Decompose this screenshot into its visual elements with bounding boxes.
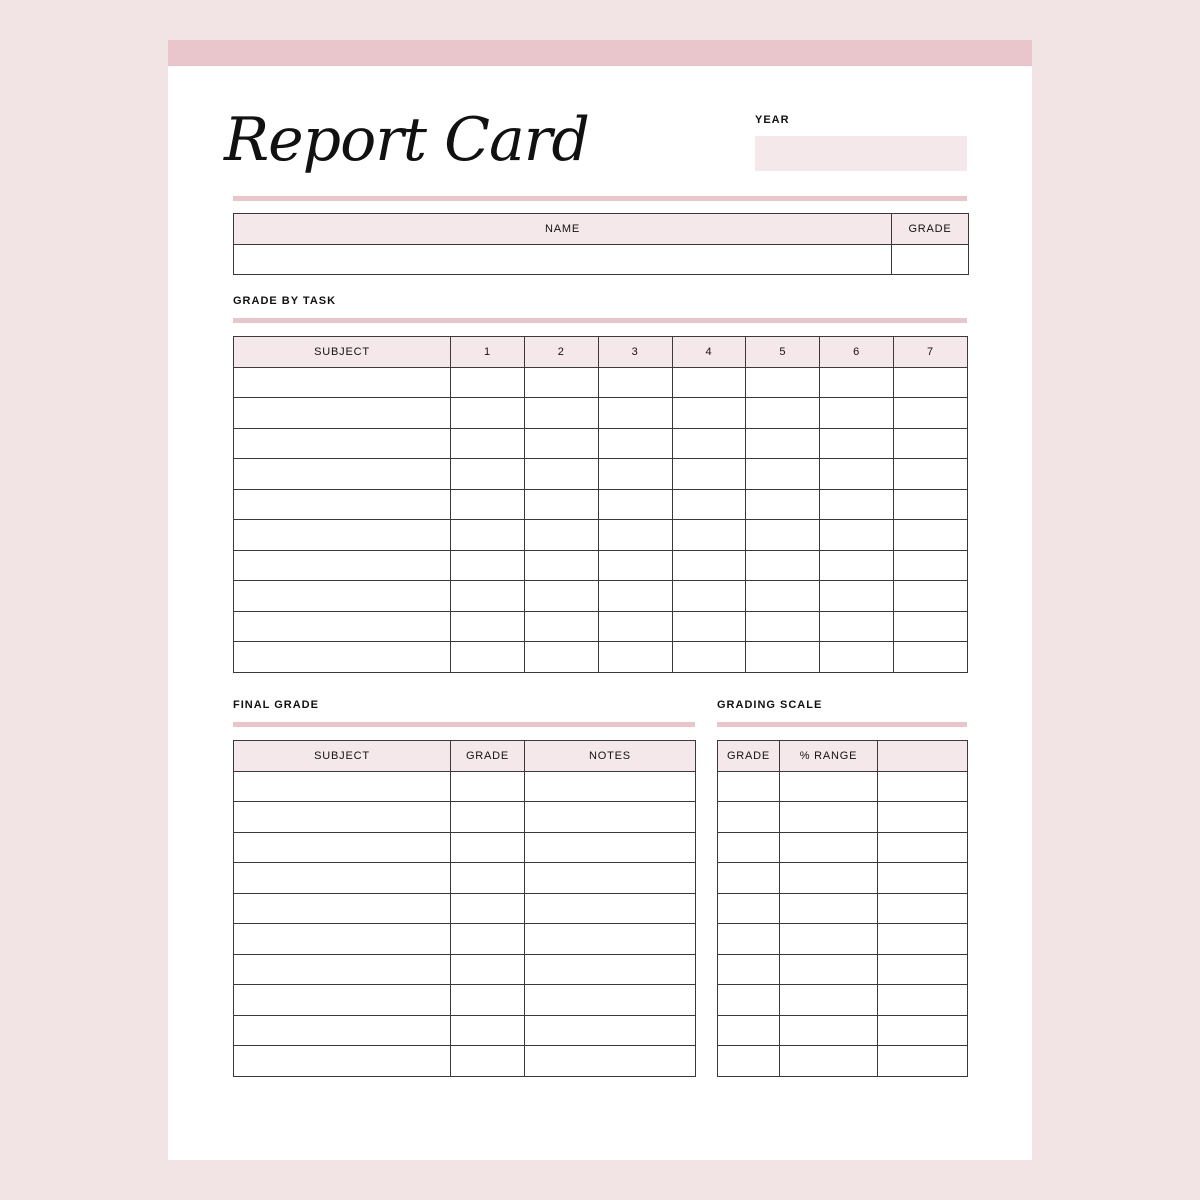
table-cell[interactable]	[894, 611, 968, 642]
table-cell[interactable]	[451, 832, 525, 863]
table-cell[interactable]	[451, 1015, 525, 1046]
table-row	[234, 802, 696, 833]
table-cell[interactable]	[525, 771, 696, 802]
table-row	[234, 367, 968, 398]
table-row	[234, 520, 968, 551]
table-row	[234, 489, 968, 520]
table-cell[interactable]	[878, 954, 968, 985]
table-cell[interactable]	[524, 550, 598, 581]
table-cell[interactable]	[878, 985, 968, 1016]
table-cell[interactable]	[718, 771, 780, 802]
table-cell[interactable]	[451, 367, 525, 398]
task-6-header: 6	[820, 337, 894, 368]
table-cell[interactable]	[746, 611, 820, 642]
table-cell[interactable]	[820, 459, 894, 490]
table-cell[interactable]	[234, 954, 451, 985]
table-cell[interactable]	[718, 954, 780, 985]
year-label: YEAR	[755, 114, 790, 126]
table-cell[interactable]	[524, 398, 598, 429]
grading-scale-divider	[717, 722, 967, 727]
table-cell[interactable]	[525, 802, 696, 833]
table-cell[interactable]	[451, 459, 525, 490]
table-cell[interactable]	[746, 520, 820, 551]
table-cell[interactable]	[672, 642, 746, 673]
table-cell[interactable]	[718, 863, 780, 894]
table-cell[interactable]	[451, 1046, 525, 1077]
table-row	[234, 1015, 696, 1046]
table-cell[interactable]	[820, 398, 894, 429]
table-cell[interactable]	[894, 459, 968, 490]
table-cell[interactable]	[820, 428, 894, 459]
table-cell[interactable]	[598, 489, 672, 520]
table-cell[interactable]	[718, 893, 780, 924]
table-cell[interactable]	[451, 520, 525, 551]
table-row	[234, 244, 969, 275]
table-cell[interactable]	[234, 863, 451, 894]
table-cell[interactable]	[878, 802, 968, 833]
table-cell[interactable]	[746, 428, 820, 459]
table-cell[interactable]	[780, 985, 878, 1016]
subject-header: SUBJECT	[234, 337, 451, 368]
table-cell[interactable]	[598, 550, 672, 581]
table-cell[interactable]	[820, 367, 894, 398]
table-cell[interactable]	[451, 398, 525, 429]
grade-by-task-table	[233, 336, 968, 673]
table-row	[718, 954, 968, 985]
table-cell[interactable]	[598, 367, 672, 398]
table-cell[interactable]	[780, 924, 878, 955]
table-cell[interactable]	[718, 1015, 780, 1046]
table-cell[interactable]	[746, 550, 820, 581]
table-cell[interactable]	[524, 611, 598, 642]
final-grade-label: FINAL GRADE	[233, 699, 319, 711]
grade-by-task-divider	[233, 318, 967, 323]
task-1-header: 1	[451, 337, 525, 368]
table-cell[interactable]	[746, 398, 820, 429]
table-cell[interactable]	[524, 459, 598, 490]
table-cell[interactable]	[451, 581, 525, 612]
table-cell[interactable]	[451, 611, 525, 642]
table-cell[interactable]	[672, 611, 746, 642]
table-row	[718, 802, 968, 833]
table-row	[234, 985, 696, 1016]
table-cell[interactable]	[878, 893, 968, 924]
grading-scale-table	[717, 740, 968, 1077]
scale-extra-header	[878, 741, 968, 772]
table-row	[234, 398, 968, 429]
table-cell[interactable]	[234, 893, 451, 924]
table-cell[interactable]	[878, 771, 968, 802]
table-cell[interactable]	[234, 489, 451, 520]
table-cell[interactable]	[524, 642, 598, 673]
name-table	[233, 213, 969, 275]
table-cell[interactable]	[746, 459, 820, 490]
table-cell[interactable]	[780, 893, 878, 924]
table-cell[interactable]	[672, 581, 746, 612]
table-cell[interactable]	[598, 428, 672, 459]
table-row	[718, 1015, 968, 1046]
table-row	[234, 611, 968, 642]
table-cell[interactable]	[451, 771, 525, 802]
final-grade-table	[233, 740, 696, 1077]
table-cell[interactable]	[234, 581, 451, 612]
table-cell[interactable]	[672, 550, 746, 581]
table-cell[interactable]	[598, 581, 672, 612]
table-cell[interactable]	[598, 459, 672, 490]
table-cell[interactable]	[234, 802, 451, 833]
name-header: NAME	[234, 214, 892, 245]
table-row	[234, 863, 696, 894]
table-cell[interactable]	[820, 611, 894, 642]
table-row	[718, 924, 968, 955]
table-cell[interactable]	[780, 1046, 878, 1077]
table-cell[interactable]	[746, 367, 820, 398]
table-cell[interactable]	[894, 489, 968, 520]
table-cell[interactable]	[451, 893, 525, 924]
table-row	[718, 985, 968, 1016]
table-cell[interactable]	[524, 489, 598, 520]
table-cell[interactable]	[234, 985, 451, 1016]
table-cell[interactable]	[451, 924, 525, 955]
table-cell[interactable]	[780, 832, 878, 863]
final-subject-header: SUBJECT	[234, 741, 451, 772]
table-cell[interactable]	[451, 428, 525, 459]
table-cell[interactable]	[234, 459, 451, 490]
table-cell[interactable]	[451, 642, 525, 673]
table-cell[interactable]	[525, 893, 696, 924]
table-cell[interactable]	[234, 611, 451, 642]
table-cell[interactable]	[234, 398, 451, 429]
table-cell[interactable]	[878, 832, 968, 863]
table-cell[interactable]	[525, 1046, 696, 1077]
grade-header: GRADE	[892, 214, 969, 245]
table-cell[interactable]	[234, 1015, 451, 1046]
table-cell[interactable]	[451, 550, 525, 581]
task-3-header: 3	[598, 337, 672, 368]
table-cell[interactable]	[820, 489, 894, 520]
table-cell[interactable]	[672, 459, 746, 490]
table-cell[interactable]	[672, 520, 746, 551]
table-cell[interactable]	[525, 985, 696, 1016]
table-row	[234, 771, 696, 802]
table-cell[interactable]	[894, 581, 968, 612]
table-cell[interactable]	[878, 1046, 968, 1077]
final-grade-header: GRADE	[451, 741, 525, 772]
table-row	[234, 893, 696, 924]
table-cell[interactable]	[672, 489, 746, 520]
top-accent-band	[168, 40, 1032, 66]
title-divider	[233, 196, 967, 201]
table-cell[interactable]	[894, 428, 968, 459]
final-notes-header: NOTES	[525, 741, 696, 772]
table-cell[interactable]	[451, 954, 525, 985]
table-row	[718, 832, 968, 863]
table-cell[interactable]	[780, 954, 878, 985]
table-cell[interactable]	[598, 398, 672, 429]
table-cell[interactable]	[672, 428, 746, 459]
table-cell[interactable]	[525, 924, 696, 955]
table-cell[interactable]	[234, 771, 451, 802]
table-cell[interactable]	[672, 398, 746, 429]
table-cell[interactable]	[234, 832, 451, 863]
table-cell[interactable]	[525, 863, 696, 894]
scale-grade-header: GRADE	[718, 741, 780, 772]
table-cell[interactable]	[524, 581, 598, 612]
table-cell[interactable]	[820, 520, 894, 551]
table-cell[interactable]	[820, 581, 894, 612]
table-cell[interactable]	[780, 863, 878, 894]
table-cell[interactable]	[234, 367, 451, 398]
table-cell[interactable]	[894, 367, 968, 398]
table-cell[interactable]	[746, 642, 820, 673]
name-cell[interactable]	[234, 244, 892, 275]
task-4-header: 4	[672, 337, 746, 368]
table-cell[interactable]	[718, 832, 780, 863]
table-cell[interactable]	[820, 642, 894, 673]
grade-by-task-label: GRADE BY TASK	[233, 295, 337, 307]
table-row	[234, 459, 968, 490]
table-cell[interactable]	[524, 520, 598, 551]
grade-cell[interactable]	[892, 244, 969, 275]
table-cell[interactable]	[718, 1046, 780, 1077]
table-cell[interactable]	[894, 642, 968, 673]
table-cell[interactable]	[524, 428, 598, 459]
table-cell[interactable]	[598, 642, 672, 673]
task-7-header: 7	[894, 337, 968, 368]
table-cell[interactable]	[525, 1015, 696, 1046]
table-cell[interactable]	[746, 581, 820, 612]
table-cell[interactable]	[524, 367, 598, 398]
table-cell[interactable]	[894, 550, 968, 581]
scale-range-header: % RANGE	[780, 741, 878, 772]
final-grade-divider	[233, 722, 695, 727]
table-cell[interactable]	[451, 489, 525, 520]
table-cell[interactable]	[820, 550, 894, 581]
grading-scale-label: GRADING SCALE	[717, 699, 823, 711]
table-row	[718, 863, 968, 894]
table-row	[234, 581, 968, 612]
table-cell[interactable]	[780, 771, 878, 802]
table-row	[234, 954, 696, 985]
task-5-header: 5	[746, 337, 820, 368]
table-cell[interactable]	[878, 863, 968, 894]
table-cell[interactable]	[234, 924, 451, 955]
table-cell[interactable]	[718, 802, 780, 833]
table-cell[interactable]	[894, 520, 968, 551]
table-row	[234, 832, 696, 863]
table-row	[234, 1046, 696, 1077]
table-cell[interactable]	[525, 954, 696, 985]
table-cell[interactable]	[746, 489, 820, 520]
table-row	[234, 642, 968, 673]
table-cell[interactable]	[451, 863, 525, 894]
page-title: Report Card	[224, 105, 589, 175]
table-cell[interactable]	[234, 550, 451, 581]
table-cell[interactable]	[451, 985, 525, 1016]
table-row	[234, 428, 968, 459]
table-cell[interactable]	[234, 520, 451, 551]
table-cell[interactable]	[718, 924, 780, 955]
table-row	[718, 771, 968, 802]
table-cell[interactable]	[780, 802, 878, 833]
table-cell[interactable]	[780, 1015, 878, 1046]
table-cell[interactable]	[718, 985, 780, 1016]
table-cell[interactable]	[234, 1046, 451, 1077]
table-row	[234, 924, 696, 955]
table-cell[interactable]	[878, 924, 968, 955]
table-cell[interactable]	[894, 398, 968, 429]
table-cell[interactable]	[234, 642, 451, 673]
table-row	[718, 1046, 968, 1077]
table-row	[718, 893, 968, 924]
table-cell[interactable]	[878, 1015, 968, 1046]
task-2-header: 2	[524, 337, 598, 368]
year-field[interactable]	[755, 136, 967, 171]
table-cell[interactable]	[234, 428, 451, 459]
table-cell[interactable]	[672, 367, 746, 398]
table-cell[interactable]	[598, 520, 672, 551]
table-cell[interactable]	[525, 832, 696, 863]
table-cell[interactable]	[598, 611, 672, 642]
table-cell[interactable]	[451, 802, 525, 833]
report-card-sheet	[168, 40, 1032, 1160]
table-row	[234, 550, 968, 581]
